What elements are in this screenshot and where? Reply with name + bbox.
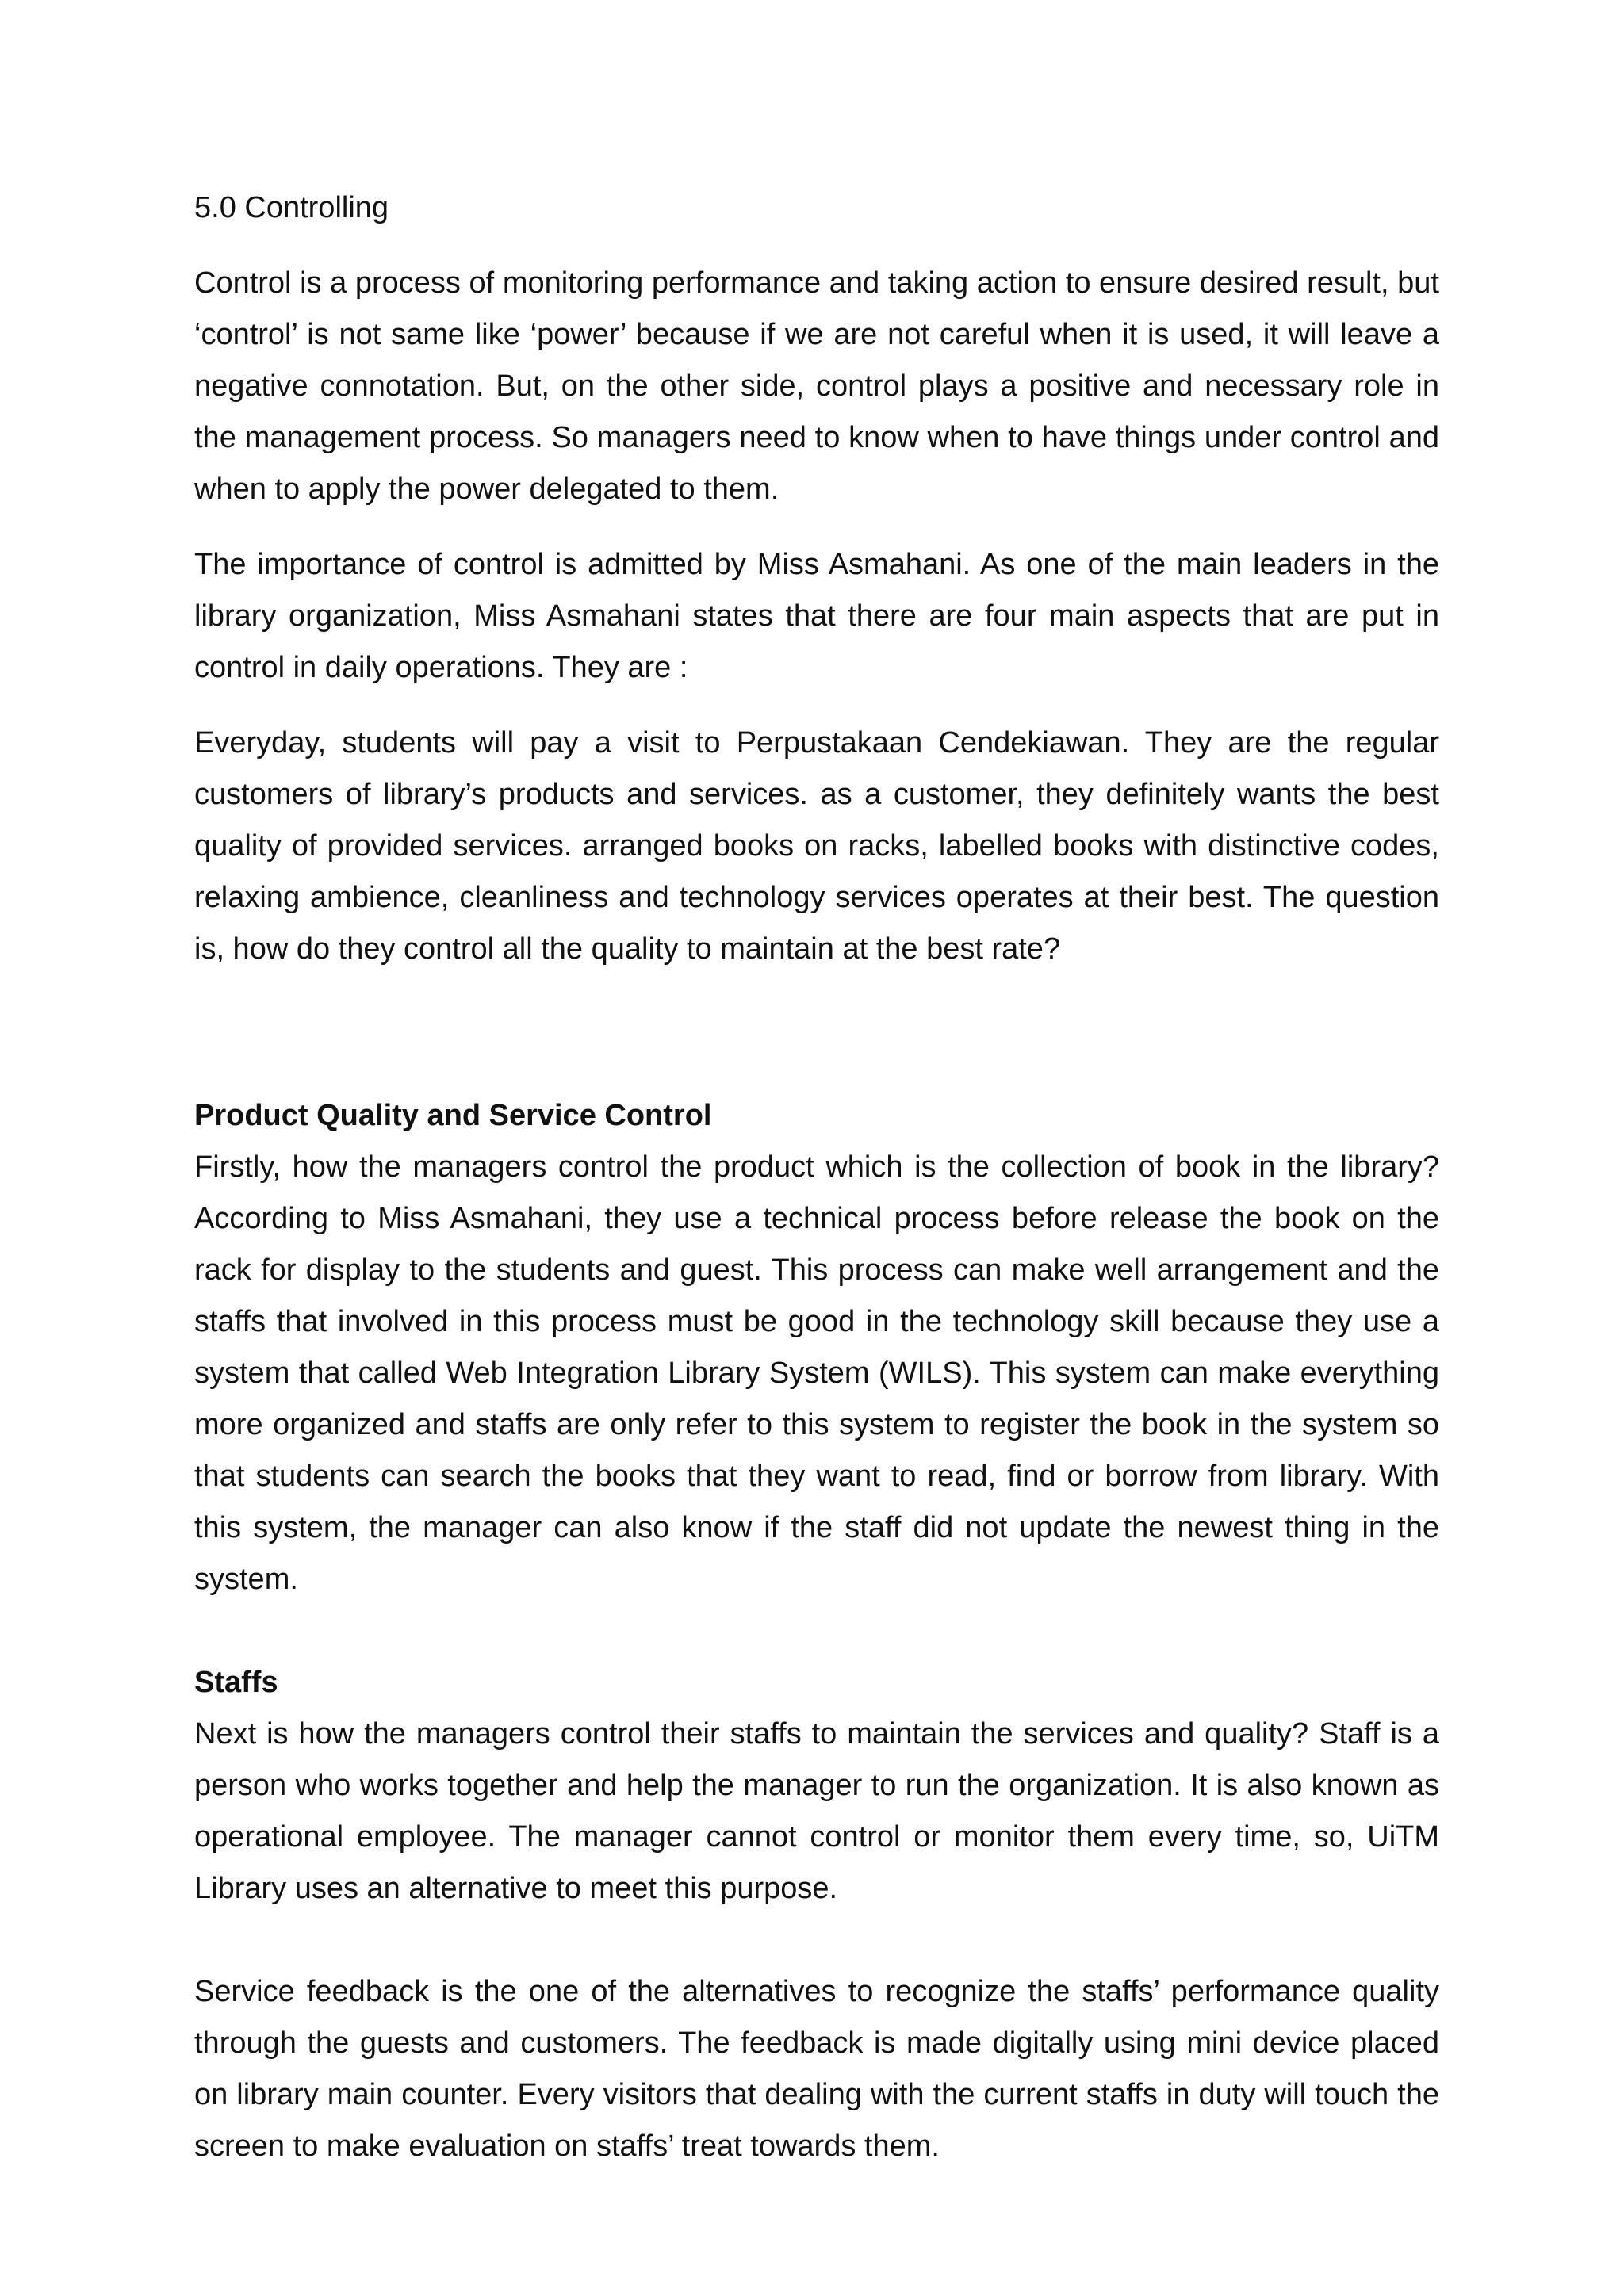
product-quality-heading: Product Quality and Service Control (194, 1099, 712, 1132)
staffs-paragraph: Next is how the managers control their staffs to maintain the services and quality? Staff is a person who works together and help the manager to run the organization. It is also known as operational employee. The manager cannot control or monitor them every time, so, UiTM Library uses an alternative to meet this purpose. (194, 1717, 1439, 1905)
feedback-paragraph: Service feedback is the one of the alternatives to recognize the staffs’ performance quality through the guests and customers. The feedback is made digitally using mini device placed on library main counter. Every visitors that dealing with the current staffs in duty will touch the screen to make evaluation on staffs’ treat towards them. (194, 1975, 1439, 2163)
section-title: 5.0 Controlling (194, 191, 389, 224)
importance-paragraph: The importance of control is admitted by Miss Asmahani. As one of the main leaders in the library organization, Miss Asmahani states that there are four main aspects that are put in control in daily operations. They are : (194, 548, 1439, 684)
intro-paragraph: Control is a process of monitoring performance and taking action to ensure desired result, but ‘control’ is not same like ‘power’ because if we are not careful when it is used, it will leave a negative connotation. But, on the other side, control plays a positive and necessary role in the management process. So managers need to know when to have things under control and when to apply the power delegated to them. (194, 266, 1439, 506)
document-page (194, 182, 1439, 2196)
product-quality-paragraph: Firstly, how the managers control the product which is the collection of book in the library? According to Miss Asmahani, they use a technical process before release the book on the rack for display to the students and guest. This process can make well arrangement and the staffs that involved in this process must be good in the technology skill because they use a system that called Web Integration Library System (WILS). This system can make everything more organized and staffs are only refer to this system to register the book in the system so that students can search the books that they want to read, find or borrow from library. With this system, the manager can also know if the staff did not update the newest thing in the system. (194, 1150, 1439, 1596)
staffs-heading: Staffs (194, 1666, 278, 1699)
everyday-paragraph: Everyday, students will pay a visit to Perpustakaan Cendekiawan. They are the regular customers of library’s products and services. as a customer, they definitely wants the best quality of provided services. arranged books on racks, labelled books with distinctive codes, relaxing ambience, cleanliness and technology services operates at their best. The question is, how do they control all the quality to maintain at the best rate? (194, 726, 1439, 966)
